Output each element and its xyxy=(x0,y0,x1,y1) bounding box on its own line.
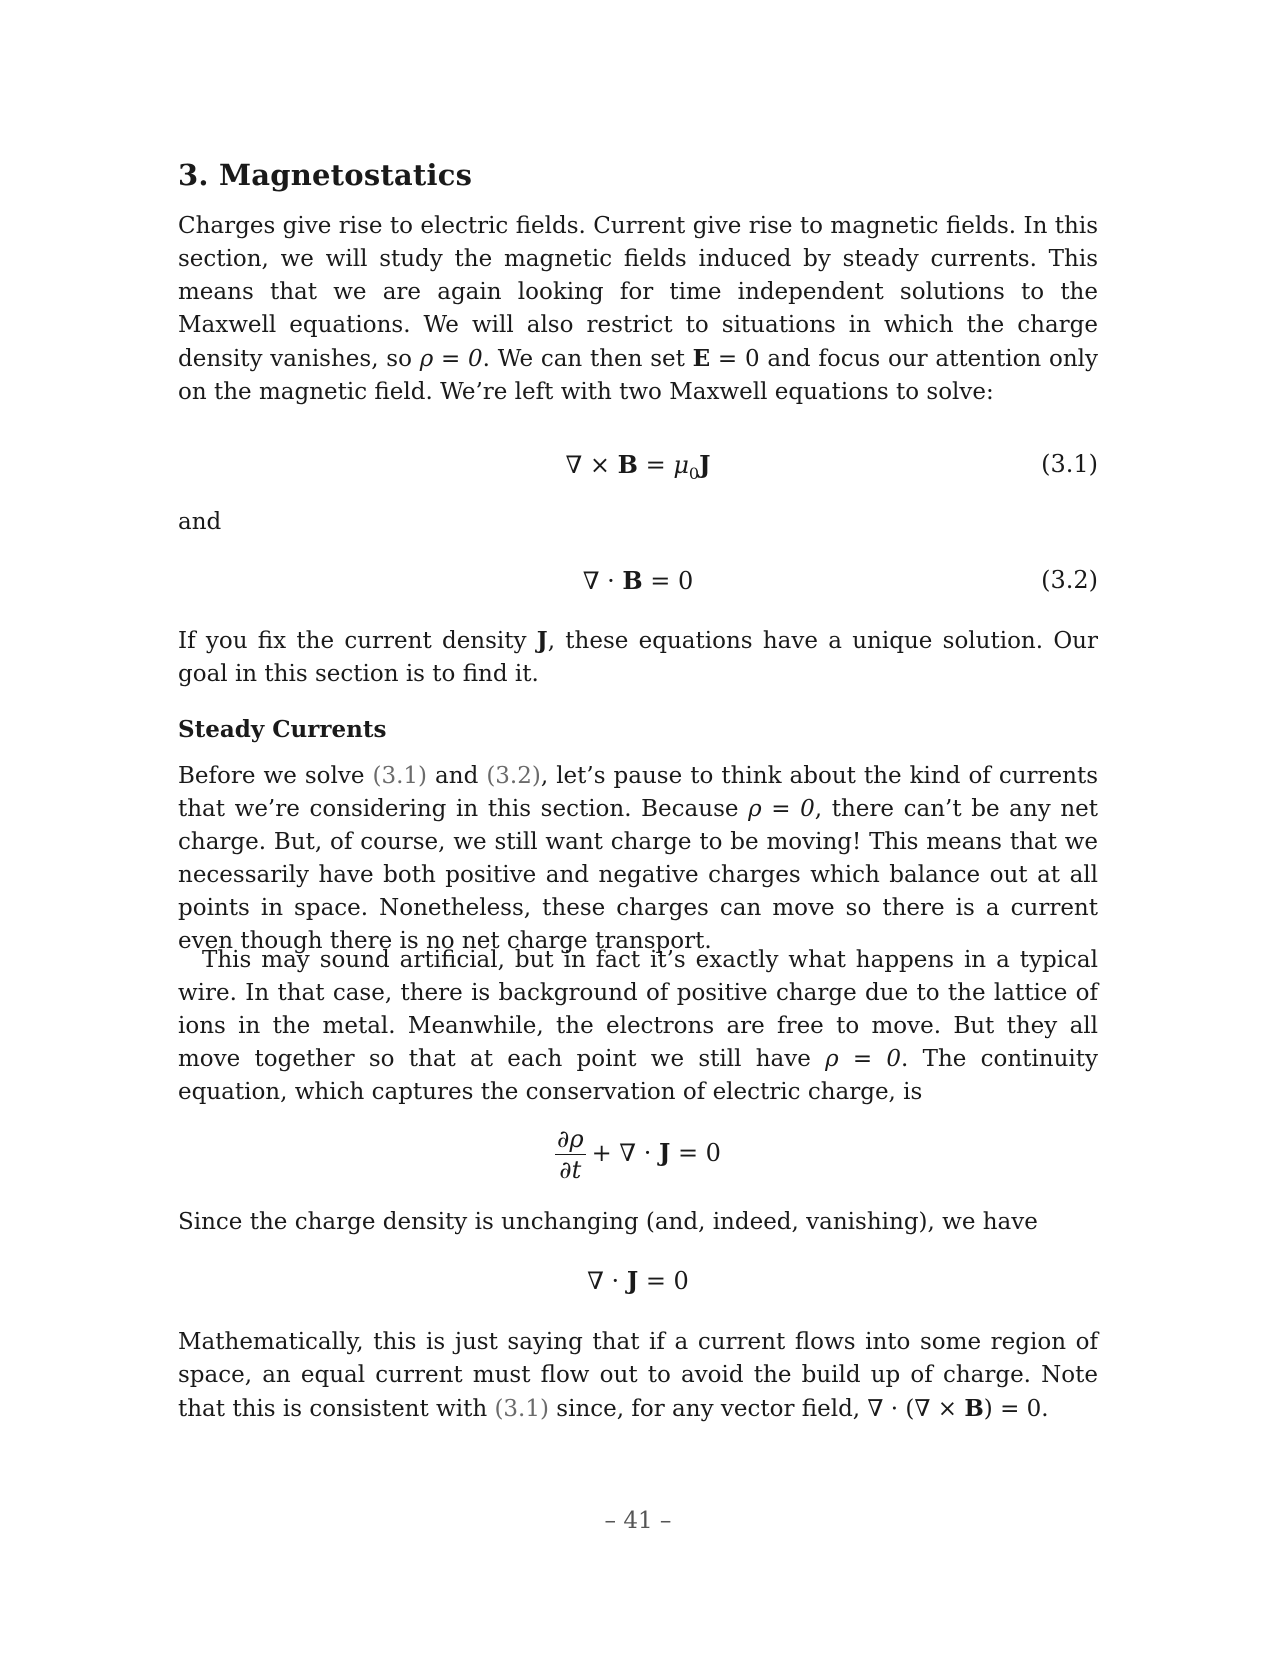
ref-eq-3-2[interactable]: (3.2) xyxy=(486,763,541,789)
page-number: – 41 – xyxy=(604,1508,672,1534)
steady-paragraph: Before we solve (3.1) and (3.2), let’s pause to think about the kind of currents that we’re considering in this section. Because ρ = 0, there can’t be any net charge. But, of course, we still want charge to be moving! This means that we necessarily have both positive and negative charges which balance out at all points in space. Nonetheless, these charges can move so there is a current even though there is no net charge transport. xyxy=(178,763,1099,954)
intro-text-3: = 0 and focus our attention only on the magnetic field. We’re left with two Maxwell equations to solve: xyxy=(178,346,1099,405)
equation-3-1-math: ∇ × $B = \mu_0J$ xyxy=(565,450,711,483)
fix-paragraph: If you fix the current density J, these equations have a unique solution. Our goal in this section is to find it. xyxy=(178,627,1098,687)
continuity-equation-math: $\frac{\partial\rho}{\partial t}$ + ∇ · J = 0 xyxy=(557,1125,721,1184)
intro-text-2: . We can then set xyxy=(482,346,693,372)
equation-3-2-number: (3.2) xyxy=(1041,566,1098,594)
equation-3-1-number: (3.1) xyxy=(1041,450,1098,478)
equation-3-2 xyxy=(178,566,1098,606)
divergence-J-equation: ∇ · J = 0 xyxy=(587,1266,689,1295)
since-line: Since the charge density is unchanging (and, indeed, vanishing), we have xyxy=(178,1209,1038,1235)
equation-3-2-math: ∇ · B = 0 xyxy=(582,566,694,595)
equation-3-1 xyxy=(178,450,1098,490)
intro-paragraph xyxy=(178,210,1098,409)
intro-text-1: Charges give rise to electric fields. Current give rise to magnetic fields. In this section, we will study the magnetic fields induced by steady currents. This means that we are again looking for time independent solutions to the Maxwell equations. We will also restrict to situations in which the charge density vanishes, so xyxy=(178,213,1098,372)
math-paragraph: Mathematically, this is just saying that if a current flows into some region of space, an equal current must flow out to avoid the build up of charge. Note that this is consistent with (3.1) since, for any vector field, ∇ · (∇ × B) = 0. xyxy=(178,1329,1098,1422)
continuity-equation xyxy=(178,1124,1098,1194)
ref-eq-3-1-second[interactable]: (3.1) xyxy=(494,1396,549,1422)
subsection-title: Steady Currents xyxy=(178,716,387,743)
partial-fraction: $\frac{\partial\rho}{\partial t}$ xyxy=(557,1125,584,1184)
ref-eq-3-1[interactable]: (3.1) xyxy=(372,763,428,789)
wire-paragraph: This may sound artificial, but in fact it’s exactly what happens in a typical wire. In that case, there is background of positive charge due to the lattice of ions in the metal. Meanwhile, the electrons are free to move. But they all move together so that at each point we still have ρ = 0. The continuity equation, which captures the conservation of electric charge, is xyxy=(178,947,1098,1105)
section-title: 3. Magnetostatics xyxy=(178,158,473,192)
intro-E: E xyxy=(692,345,711,372)
connector-and: and xyxy=(178,509,222,535)
intro-rho: ρ = 0 xyxy=(419,346,483,372)
